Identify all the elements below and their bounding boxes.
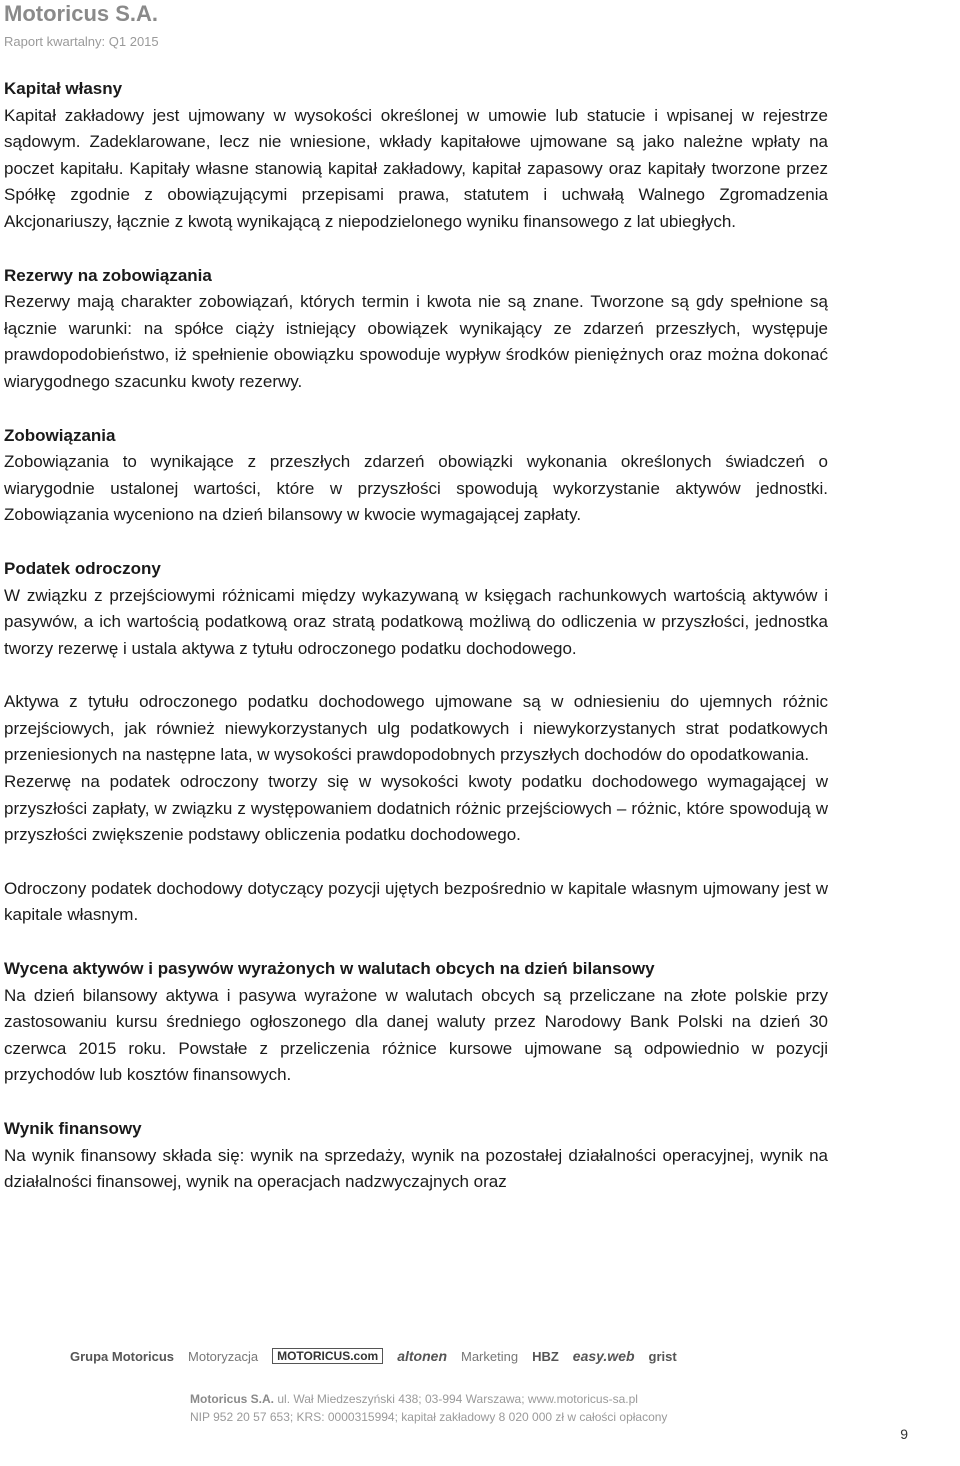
section-aktywa-rezerwa	[4, 689, 828, 849]
logo-motoricus: MOTORICUS.com	[272, 1348, 383, 1364]
section-wynik-finansowy	[4, 1116, 828, 1196]
section-wycena-walut	[4, 956, 828, 1089]
section-heading: Kapitał własny	[4, 79, 123, 98]
logo-easyweb: easy.web	[572, 1348, 635, 1364]
page-header	[4, 0, 159, 52]
section-zobowiazania	[4, 423, 828, 529]
section-heading: Wycena aktywów i pasywów wyrażonych w walutach obcych na dzień bilansowy	[4, 959, 655, 979]
document-body	[4, 76, 828, 1196]
section-heading: Zobowiązania	[4, 425, 116, 445]
paragraph: Rezerwy mają charakter zobowiązań, których termin i kwota nie są znane. Tworzone są gdy spełnione są łącznie warunki: na spółce ciąży istniejący obowiązek wynikający ze zdarzeń przeszłych, występuje prawdopodobieństwo, iż spełnienie obowiązku spowoduje wypływ środków pieniężnych oraz można dokonać wiarygodnego szacunku kwoty rezerwy.	[4, 292, 828, 391]
paragraph: Odroczony podatek dochodowy dotyczący pozycji ujętych bezpośrednio w kapitale własnym ujmowany jest w kapitale własnym.	[4, 878, 828, 925]
paragraph: Zobowiązania to wynikające z przeszłych zdarzeń obowiązki wykonania określonych świadczeń o wiarygodnie ustalonej wartości, które w przyszłości spowodują wykorzystanie aktywów jednostki. Zobowiązania wyceniono na dzień bilansowy w kwocie wymagającej zapłaty.	[4, 452, 828, 525]
logo-marketing: Marketing	[461, 1348, 519, 1364]
partner-logos	[70, 1340, 770, 1372]
paragraph: Na dzień bilansowy aktywa i pasywa wyrażone w walutach obcych są przeliczane na złote polskie przy zastosowaniu kursu średniego ogłoszonego dla danej waluty przez Narodowy Bank Polski na dzień 30 czerwca 2015 roku. Powstałe z przeliczenia różnice kursowe ujmowane są odpowiednio w pozycji przychodów lub kosztów finansowych.	[4, 985, 828, 1085]
paragraph: W związku z przejściowymi różnicami między wykazywaną w księgach rachunkowych wartością aktywów i pasywów, a ich wartością podatkową oraz stratą podatkową możliwą do odliczenia w przyszłości, jednostka tworzy rezerwę i ustala aktywa z tytułu odroczonego podatku dochodowego.	[4, 585, 828, 658]
logo-grist: grist	[648, 1348, 677, 1364]
footer-address: ul. Wał Miedzeszyński 438; 03-994 Warszawa; www.motoricus-sa.pl	[277, 1392, 638, 1406]
page-number: 9	[900, 1426, 908, 1442]
section-heading: Rezerwy na zobowiązania	[4, 265, 212, 285]
section-heading: Podatek odroczony	[4, 558, 161, 578]
section-heading: Wynik finansowy	[4, 1119, 142, 1138]
logo-grupa-motoricus: Grupa Motoricus	[70, 1348, 175, 1364]
logo-altonen: altonen	[397, 1348, 447, 1364]
logo-motoryzacja: Motoryzacja	[188, 1348, 259, 1364]
paragraph: Na wynik finansowy składa się: wynik na sprzedaży, wynik na pozostałej działalności operacyjnej, wynik na działalności finansowej, wynik na operacjach nadzwyczajnych oraz	[4, 1145, 828, 1192]
paragraph: Rezerwę na podatek odroczony tworzy się w wysokości kwoty podatku dochodowego wymagającej w przyszłości zapłaty, w związku z występowaniem dodatnich różnic przejściowych – różnic, które spowodują w przyszłości zwiększenie podstawy obliczenia podatku dochodowego.	[4, 772, 828, 845]
paragraph: Aktywa z tytułu odroczonego podatku dochodowego ujmowane są w odniesieniu do ujemnych różnic przejściowych, jak również niewykorzystanych ulg podatkowych i niewykorzystanych strat podatkowych przeniesionych na następne lata, w wysokości prawdopodobnych przyszłych dochodów do opodatkowania.	[4, 692, 828, 765]
page-footer	[190, 1390, 750, 1426]
report-title: Raport kwartalny: Q1 2015	[4, 34, 159, 49]
section-odroczony-kapital	[4, 876, 828, 929]
section-podatek-odroczony	[4, 556, 828, 662]
section-rezerwy	[4, 263, 828, 396]
section-kapital-wlasny	[4, 76, 828, 236]
footer-company: Motoricus S.A.	[190, 1392, 275, 1406]
paragraph: Kapitał zakładowy jest ujmowany w wysokości określonej w umowie lub statucie i wpisanej w rejestrze sądowym. Zadeklarowane, lecz nie wniesione, wkłady kapitałowe ujmowane są jako należne wpłaty na poczet kapitału. Kapitały własne stanowią kapitał zakładowy, kapitał zapasowy oraz kapitały tworzone przez Spółkę zgodnie z obowiązującymi przepisami prawa, statutem i uchwałą Walnego Zgromadzenia Akcjonariuszy, łącznie z kwotą wynikającą z niepodzielonego wyniku finansowego z lat ubiegłych.	[4, 105, 828, 231]
company-name: Motoricus S.A.	[4, 1, 159, 26]
logo-hbz: HBZ	[532, 1348, 559, 1364]
footer-registration: NIP 952 20 57 653; KRS: 0000315994; kapitał zakładowy 8 020 000 zł w całości opłacony	[190, 1410, 668, 1424]
